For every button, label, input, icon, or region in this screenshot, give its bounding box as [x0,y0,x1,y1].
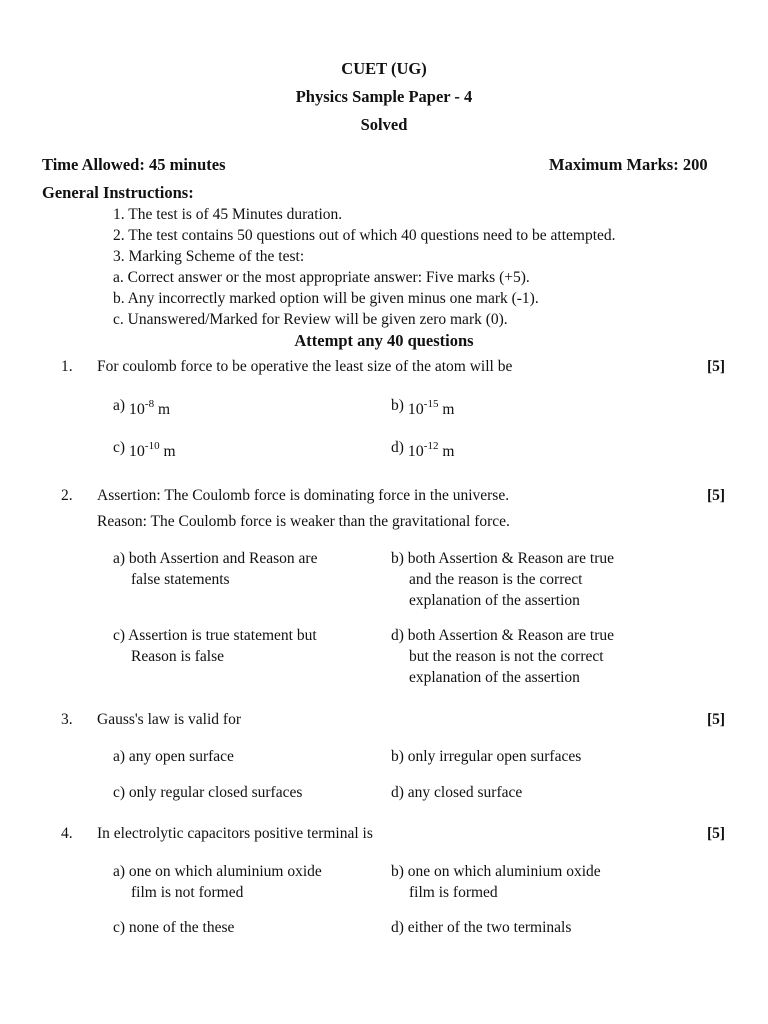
option-label: b) [391,863,404,880]
attempt-note: Attempt any 40 questions [294,331,474,350]
option-b[interactable] [391,548,661,611]
option-c[interactable] [113,439,176,460]
option-label: c) [113,919,126,936]
option-label: d) [391,439,404,456]
option-b[interactable] [391,861,661,903]
option-unit: m [442,443,455,460]
option-exponent: -8 [144,398,155,410]
option-label: c) [113,784,126,801]
question-text: Assertion: The Coulomb force is dominating force in the universe. [97,487,510,504]
instruction-item: b. Any incorrectly marked option will be given minus one mark (-1). [113,290,539,307]
option-c[interactable] [113,782,373,803]
option-line: but the reason is not the correct [409,648,604,665]
option-line: one on which aluminium oxide [128,863,322,880]
option-label: a) [113,550,126,567]
option-label: c) [113,439,126,456]
option-label: a) [113,863,126,880]
option-line: explanation of the assertion [409,592,580,609]
option-line: Reason is false [131,648,224,665]
option-line: both Assertion & Reason are true [407,550,614,567]
question-number: 2. [61,487,73,504]
option-line: both Assertion and Reason are [128,550,318,567]
maximum-marks: Maximum Marks: 200 [549,155,708,174]
option-line: none of the these [128,919,235,936]
option-label: d) [391,919,404,936]
option-d[interactable] [391,782,661,803]
option-unit: m [163,443,176,460]
option-c[interactable] [113,917,373,938]
option-line: film is not formed [131,884,244,901]
option-a[interactable] [113,548,373,590]
option-base: 10 [128,401,145,418]
question-text: For coulomb force to be operative the least size of the atom will be [97,358,513,375]
option-label: d) [391,784,404,801]
option-unit: m [157,401,171,418]
question-text: In electrolytic capacitors positive terminal is [97,825,373,842]
option-line: film is formed [409,884,498,901]
option-label: a) [113,748,126,765]
option-label: b) [391,550,404,567]
instruction-item: 1. The test is of 45 Minutes duration. [113,206,343,223]
option-d[interactable] [391,917,661,938]
option-exponent: -15 [423,398,439,410]
option-exponent: -12 [423,440,439,452]
option-line: explanation of the assertion [409,669,580,686]
option-d[interactable] [391,625,661,688]
paper-title: Physics Sample Paper - 4 [295,87,473,106]
option-b[interactable] [391,397,455,418]
option-line: only regular closed surfaces [128,784,303,801]
question-number: 1. [61,358,73,375]
option-a[interactable] [113,861,373,903]
question-text: Gauss's law is valid for [97,711,241,728]
option-b[interactable] [391,746,661,767]
option-label: c) [113,627,126,644]
instruction-item: 3. Marking Scheme of the test: [113,248,305,265]
question-number: 3. [61,711,73,728]
option-line: both Assertion & Reason are true [407,627,614,644]
option-line: Assertion is true statement but [128,627,317,644]
instruction-item: 2. The test contains 50 questions out of which 40 questions need to be attempted. [113,227,616,244]
option-line: any closed surface [407,784,523,801]
option-exponent: -10 [144,440,160,452]
paper-status: Solved [360,115,408,134]
question-marks: [5] [707,487,726,504]
option-a[interactable] [113,397,171,418]
option-c[interactable] [113,625,373,667]
option-line: false statements [131,571,230,588]
instructions-heading: General Instructions: [42,183,194,202]
option-label: d) [391,627,404,644]
option-line: either of the two terminals [407,919,572,936]
question-reason: Reason: The Coulomb force is weaker than the gravitational force. [97,513,510,530]
time-allowed: Time Allowed: 45 minutes [42,155,226,174]
question-marks: [5] [707,825,726,842]
option-label: b) [391,748,404,765]
option-base: 10 [407,443,424,460]
option-base: 10 [407,401,424,418]
option-unit: m [442,401,455,418]
option-label: b) [391,397,404,414]
option-line: any open surface [128,748,234,765]
option-d[interactable] [391,439,455,460]
option-a[interactable] [113,746,373,767]
question-number: 4. [61,825,73,842]
option-line: one on which aluminium oxide [407,863,601,880]
option-label: a) [113,397,126,414]
option-line: and the reason is the correct [409,571,583,588]
instruction-item: c. Unanswered/Marked for Review will be given zero mark (0). [113,311,508,328]
exam-name: CUET (UG) [341,59,427,78]
question-marks: [5] [707,711,726,728]
instruction-item: a. Correct answer or the most appropriate answer: Five marks (+5). [113,269,530,286]
option-line: only irregular open surfaces [407,748,582,765]
question-marks: [5] [707,358,726,375]
option-base: 10 [128,443,145,460]
